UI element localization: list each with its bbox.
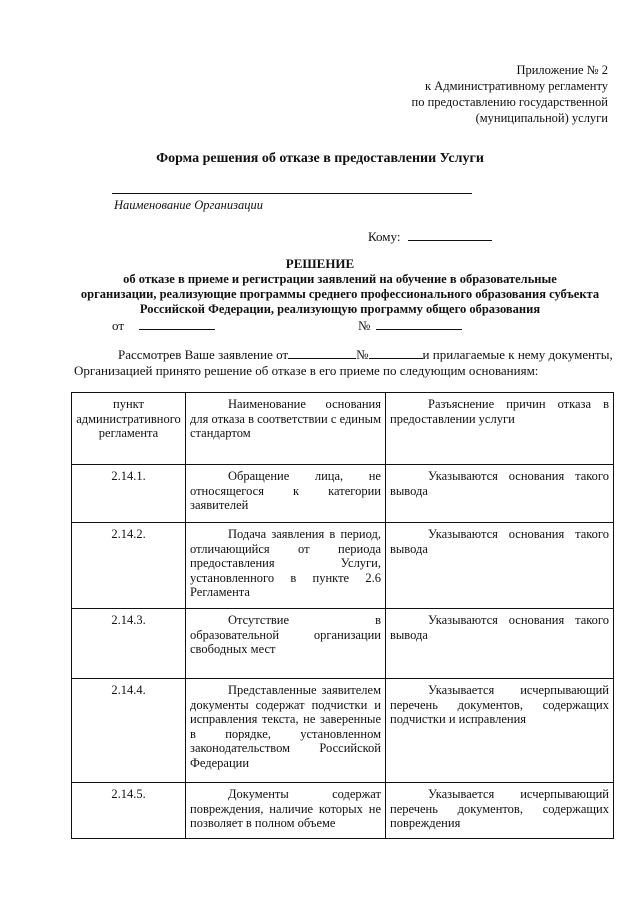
recipient-label: Кому:	[368, 229, 401, 244]
appendix-line: Приложение № 2	[516, 63, 608, 77]
application-number-blank[interactable]	[369, 346, 423, 359]
clause-cell: 2.14.3.	[72, 609, 186, 679]
reason-cell: Представленные заявителем документы содержат подчистки и исправления текста, не заверенные в порядке, установленном законодательством Российской Федерации	[186, 679, 386, 783]
paragraph-part1: Рассмотрев Ваше заявление от	[118, 347, 289, 362]
appendix-line: (муниципальной) услуги	[475, 111, 608, 125]
decision-paragraph	[74, 346, 614, 379]
paragraph-part2: №	[356, 347, 369, 362]
appendix-block	[348, 62, 608, 126]
clause-cell: 2.14.5.	[72, 783, 186, 839]
table-row	[72, 679, 614, 783]
reason-cell: Подача заявления в период, отличающийся от периода предоставления Услуги, установленного в пункте 2.6 Регламента	[186, 523, 386, 609]
paragraph-part3: и прилагаемые к нему документы,	[422, 347, 613, 362]
number-blank[interactable]	[376, 317, 462, 330]
decision-subtitle-line: Российской Федерации, реализующую программу общего образования	[139, 302, 541, 316]
header-cell: Разъяснение причин отказа в предоставлении услуги	[386, 393, 614, 465]
explanation-cell: Указываются основания такого вывода	[386, 523, 614, 609]
decision-subtitle	[60, 272, 620, 317]
header-cell: пункт административного регламента	[72, 393, 186, 465]
table-row	[72, 523, 614, 609]
appendix-line: к Административному регламенту	[424, 79, 608, 93]
decision-heading: РЕШЕНИЕ	[285, 256, 355, 271]
clause-cell: 2.14.2.	[72, 523, 186, 609]
table-header-row	[72, 393, 614, 465]
organization-caption: Наименование Организации	[114, 198, 263, 212]
recipient-row	[368, 228, 492, 245]
explanation-cell: Указываются основания такого вывода	[386, 465, 614, 523]
date-label: от	[112, 318, 125, 333]
table-row	[72, 783, 614, 839]
clause-cell: 2.14.1.	[72, 465, 186, 523]
reason-cell: Документы содержат повреждения, наличие которых не позволяет в полном объеме	[186, 783, 386, 839]
recipient-blank[interactable]	[408, 228, 492, 241]
clause-cell: 2.14.4.	[72, 679, 186, 783]
number-label: №	[358, 318, 371, 333]
decision-subtitle-line: организации, реализующие программы среднего профессионального образования субъекта	[80, 287, 600, 301]
refusal-reasons-table	[71, 392, 614, 839]
paragraph-line2: Организацией принято решение об отказе в его приеме по следующим основаниям:	[74, 363, 539, 378]
decision-number-row	[358, 317, 462, 334]
reason-cell: Обращение лица, не относящегося к категории заявителей	[186, 465, 386, 523]
decision-subtitle-line: об отказе в приеме и регистрации заявлений на обучение в образовательные	[123, 272, 557, 286]
decision-date-row	[112, 317, 215, 334]
table-row	[72, 465, 614, 523]
form-title: Форма решения об отказе в предоставлении Услуги	[156, 151, 484, 166]
reason-cell: Отсутствие в образовательной организации свободных мест	[186, 609, 386, 679]
explanation-cell: Указываются основания такого вывода	[386, 609, 614, 679]
date-blank[interactable]	[139, 317, 215, 330]
explanation-cell: Указывается исчерпывающий перечень документов, содержащих повреждения	[386, 783, 614, 839]
header-cell: Наименование основания для отказа в соответствии с единым стандартом	[186, 393, 386, 465]
explanation-cell: Указывается исчерпывающий перечень документов, содержащих подчистки и исправления	[386, 679, 614, 783]
appendix-line: по предоставлению государственной	[411, 95, 608, 109]
table-row	[72, 609, 614, 679]
application-date-blank[interactable]	[288, 346, 356, 359]
organization-name-line[interactable]	[112, 193, 472, 194]
